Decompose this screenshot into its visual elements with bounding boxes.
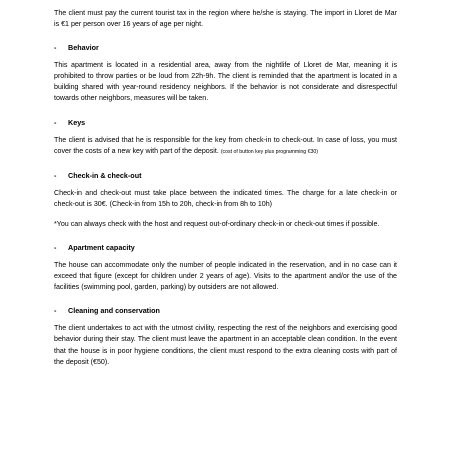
bullet-dash: - — [54, 43, 57, 53]
cleaning-paragraph: The client undertakes to act with the utmost civility, respecting the rest of the neighbors and exercising good behavior during their stay. The client must leave the apartment in an acceptable clean condition. In the event that the house is in poor hygiene conditions, the client must respond to the extra cleaning costs with part of the deposit (€50). — [54, 324, 397, 366]
section-heading-behavior — [54, 42, 397, 53]
keys-cost-note: (cost of button key plus programming €30) — [220, 148, 318, 155]
section-heading-keys — [54, 117, 397, 128]
document-page — [54, 8, 397, 368]
capacity-paragraph: The house can accommodate only the number of people indicated in the reservation, and in no case can it exceed that figure (except for children under 2 years of age). Visits to the apartment and/or the use of the facilities (swimming pool, garden, parking) by outsiders are not allowed. — [54, 261, 397, 292]
checkin-paragraph: Check-in and check-out must take place between the indicated times. The charge for a late check-in or check-out is 30€. (Check-in from 15h to 20h, check-in from 8h to 10h) — [54, 188, 397, 208]
behavior-paragraph: This apartment is located in a residential area, away from the nightlife of Lloret de Mar, meaning it is prohibited to throw parties or be loud from 22h-9h. The client is reminded that the apartment is located in a building shared with year-round residency neighbors. If the behavior is not considerate and disrespectful towards other neighbors, measures will be taken. — [54, 61, 397, 103]
section-heading-checkin-checkout — [54, 170, 397, 181]
keys-paragraph — [54, 135, 397, 158]
checkin-note-paragraph: *You can always check with the host and request out-of-ordinary check-in or check-out times if possible. — [54, 219, 380, 228]
section-heading-apartment-capacity — [54, 242, 397, 253]
section-title: Cleaning and conservation — [68, 306, 160, 316]
section-title: Apartment capacity — [68, 243, 135, 253]
section-heading-cleaning — [54, 305, 397, 316]
bullet-dash: - — [54, 243, 57, 253]
bullet-dash: - — [54, 170, 57, 180]
bullet-dash: - — [54, 117, 57, 127]
section-title: Check-in & check-out — [68, 170, 142, 180]
bullet-dash: - — [54, 306, 57, 316]
tourist-tax-paragraph: The client must pay the current tourist tax in the region where he/she is staying. The import in Lloret de Mar is €1 per person over 16 years of age per night. — [54, 9, 397, 29]
section-title: Behavior — [68, 43, 99, 53]
keys-paragraph-main: The client is advised that he is responsible for the key from check-in to check-out. In case of loss, you must cover the costs of a new key with part of the deposit. — [54, 135, 397, 155]
section-title: Keys — [68, 117, 86, 127]
